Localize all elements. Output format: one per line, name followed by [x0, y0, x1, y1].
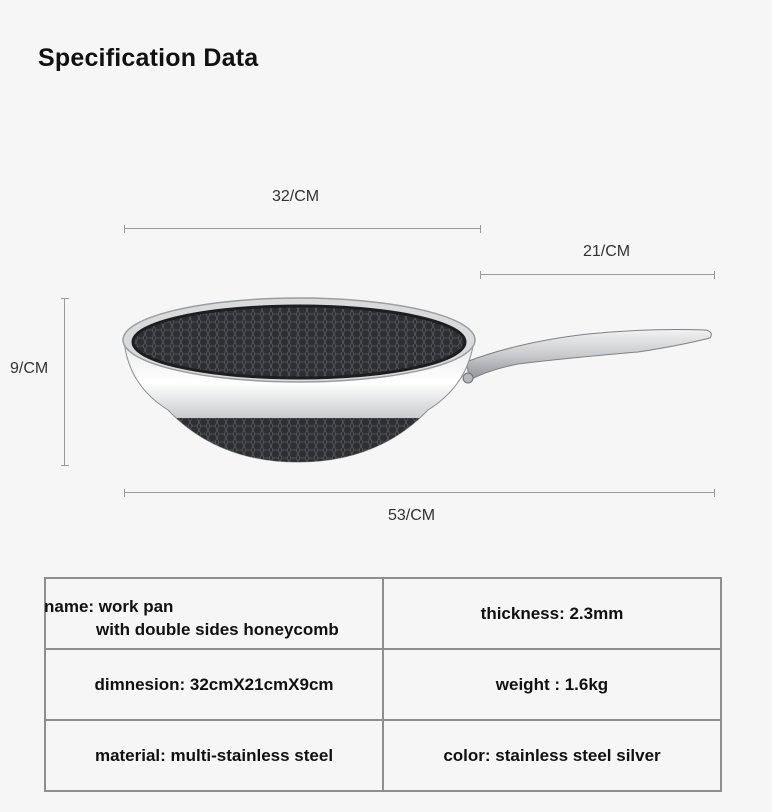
table-row: [45, 578, 721, 649]
total-length-tick-right: [714, 489, 715, 497]
total-length-label: 53/CM: [388, 507, 436, 524]
spec-name-line1: name: work pan: [44, 597, 174, 616]
top-width-tick-right: [480, 225, 481, 233]
handle-length-line: [480, 274, 714, 275]
spec-name-cell: [45, 578, 383, 649]
handle-length-tick-right: [714, 271, 715, 279]
spec-color: color: stainless steel silver: [383, 720, 721, 791]
handle-length-label: 21/CM: [583, 243, 631, 260]
top-width-tick-left: [124, 225, 125, 233]
frying-pan-image: [118, 290, 718, 470]
top-width-line: [124, 228, 480, 229]
height-tick-top: [61, 298, 69, 299]
spec-material: material: multi-stainless steel: [45, 720, 383, 791]
spec-weight: weight : 1.6kg: [383, 649, 721, 720]
height-label: 9/CM: [10, 360, 49, 377]
height-line: [64, 298, 65, 466]
table-row: [45, 649, 721, 720]
spec-dimension: dimnesion: 32cmX21cmX9cm: [45, 649, 383, 720]
total-length-line: [124, 492, 714, 493]
total-length-tick-left: [124, 489, 125, 497]
spec-table: [44, 577, 722, 792]
spec-name-line2: with double sides honeycomb: [96, 620, 339, 639]
page-title: Specification Data: [38, 44, 259, 72]
spec-thickness: thickness: 2.3mm: [383, 578, 721, 649]
handle-length-tick-left: [480, 271, 481, 279]
height-tick-bottom: [61, 465, 69, 466]
top-width-label: 32/CM: [272, 188, 320, 205]
table-row: [45, 720, 721, 791]
